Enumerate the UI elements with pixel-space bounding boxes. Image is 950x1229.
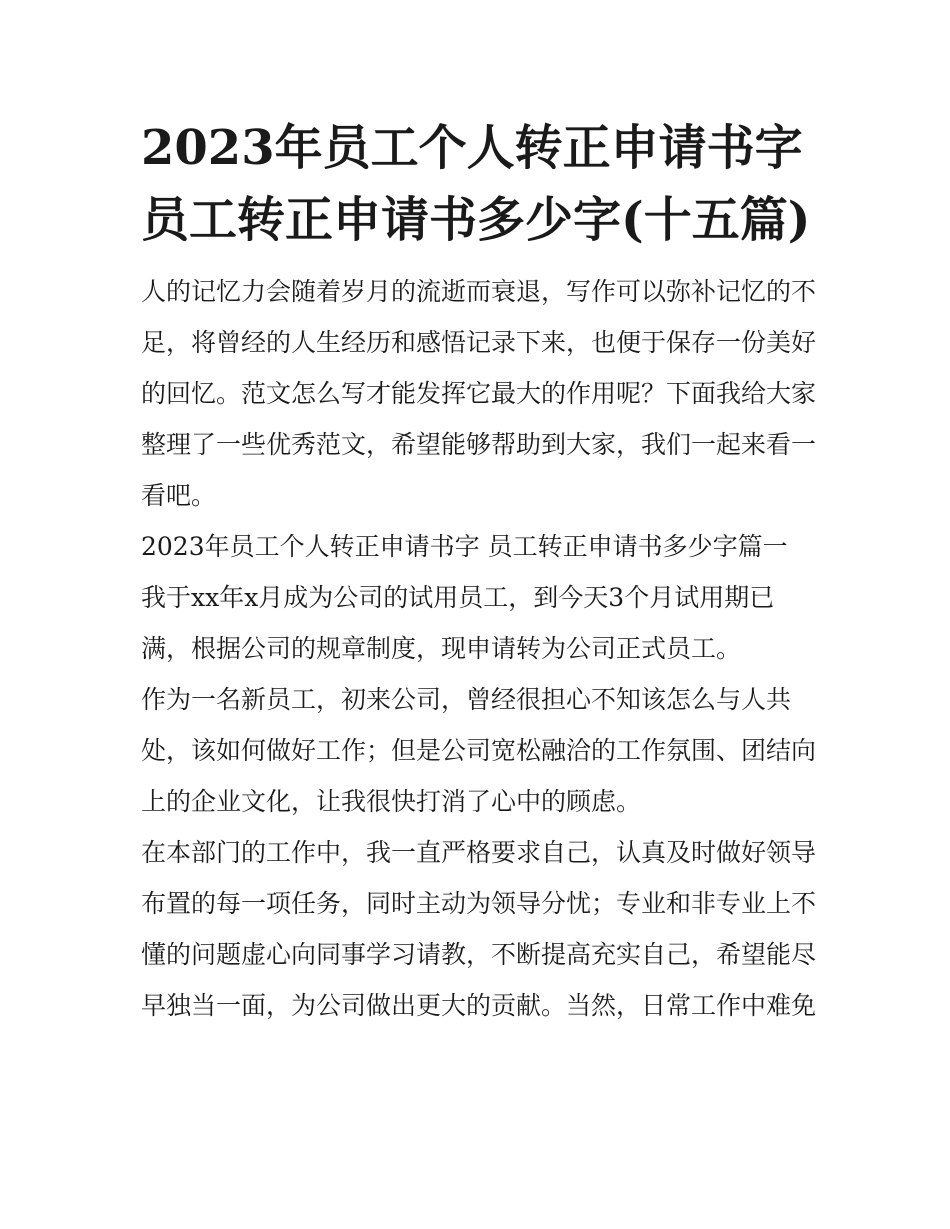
body-paragraph: 在本部门的工作中，我一直严格要求自己，认真及时做好领导布置的每一项任务，同时主动为领导分忧；专业和非专业上不懂的问题虚心向同事学习请教，不断提高充实自己，希望能尽早独当一面，为公司做出更大的贡献。当然，日常工作中难免 [141, 838, 817, 1020]
body-paragraph: 我于xx年x月成为公司的试用员工，到今天3个月试用期已满，根据公司的规章制度，现申请转为公司正式员工。 [141, 583, 775, 663]
document-page [141, 112, 816, 1031]
document-title: 2023年员工个人转正申请书字 员工转正申请书多少字(十五篇) [141, 120, 811, 248]
intro-paragraph: 人的记忆力会随着岁月的流逝而衰退，写作可以弥补记忆的不足，将曾经的人生经历和感悟记录下来，也便于保存一份美好的回忆。范文怎么写才能发挥它最大的作用呢？下面我给大家整理了一些优秀范文，希望能够帮助到大家，我们一起来看一看吧。 [141, 277, 817, 510]
section-heading: 2023年员工个人转正申请书字 员工转正申请书多少字篇一 [141, 532, 788, 561]
body-paragraph: 作为一名新员工，初来公司，曾经很担心不知该怎么与人共处，该如何做好工作；但是公司宽松融洽的工作氛围、团结向上的企业文化，让我很快打消了心中的顾虑。 [141, 685, 817, 816]
